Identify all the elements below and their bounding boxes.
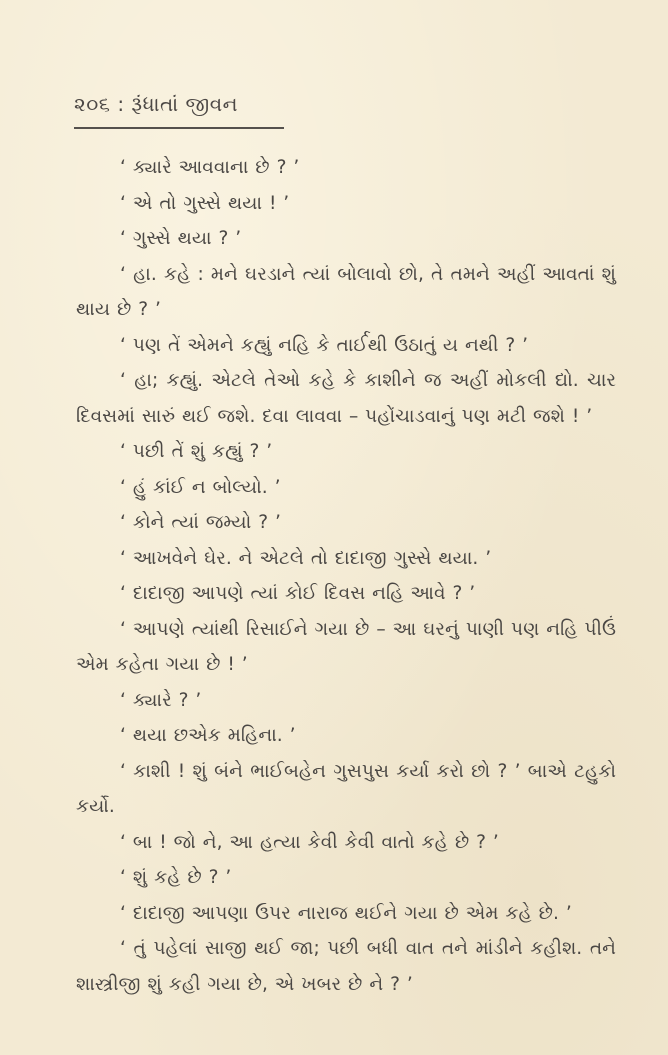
paragraph: ‘ કાશી ! શું બંને ભાઈબહેન ગુસપુસ કર્યા કરો છો ? ’ બાએ ટહુકો કર્યો. xyxy=(76,760,616,817)
paragraph: ‘ એ તો ગુસ્સે થયા ! ’ xyxy=(120,192,290,214)
paragraph: ‘ ગુસ્સે થયા ? ’ xyxy=(120,228,242,249)
paragraph: ‘ થયા છએક મહિના. ’ xyxy=(120,725,296,746)
paragraph: ‘ બા ! જો ને, આ હત્યા કેવી કેવી વાતો કહે છે ? ’ xyxy=(120,831,499,853)
paragraph: ‘ હા. કહે : મને ઘરડાને ત્યાં બોલાવો છો, તે તમને અહીં આવતાં શું થાય છે ? ’ xyxy=(76,263,616,320)
paragraph: ‘ આપણે ત્યાંથી રિસાઈને ગયા છે – આ ઘરનું પાણી પણ નહિ પીઉં એમ કહેતા ગયા છે ! ’ xyxy=(76,618,616,675)
paragraph: ‘ કોને ત્યાં જમ્યો ? ’ xyxy=(120,512,281,533)
paragraph: ‘ પછી તેં શું કહ્યું ? ’ xyxy=(120,441,273,462)
paragraph: ‘ દાદાજી આપણા ઉપર નારાજ થઈને ગયા છે એમ કહે છે. ’ xyxy=(120,902,572,924)
paragraph: ‘ હું કાંઈ ન બોલ્યો. ’ xyxy=(120,476,281,498)
body-text xyxy=(76,150,616,1002)
paragraph: ‘ શું કહે છે ? ’ xyxy=(120,867,232,888)
paragraph: ‘ ક્યારે ? ’ xyxy=(120,689,202,711)
paragraph: ‘ પણ તેં એમને કહ્યું નહિ કે તાર્ઈથી ઉઠાતું ય નથી ? ’ xyxy=(120,334,529,356)
running-header: ૨૦૬ : રૂંધાતાં જીવન xyxy=(74,92,239,116)
paragraph: ‘ આખવેને ઘેર. ને એટલે તો દાદાજી ગુસ્સે થયા. ’ xyxy=(120,547,492,569)
paragraph: ‘ દાદાજી આપણે ત્યાં કોઈ દિવસ નહિ આવે ? ’ xyxy=(120,583,476,604)
header-underline xyxy=(74,127,284,129)
paragraph: ‘ હા; કહ્યું. એટલે તેઓ કહે કે કાશીને જ અહીં મોકલી દ્યો. ચાર દિવસમાં સારું થઈ જશે. દવા લાવવા – પહોંચાડવાનું પણ મટી જશે ! ’ xyxy=(76,370,616,427)
paragraph: ‘ ક્યારે આવવાના છે ? ’ xyxy=(120,157,300,178)
paragraph: ‘ તું પહેલાં સાજી થઈ જા; પછી બધી વાત તને માંડીને કહીશ. તને શાસ્ત્રીજી શું કહી ગયા છે, એ ખબર છે ને ? ’ xyxy=(76,938,616,995)
